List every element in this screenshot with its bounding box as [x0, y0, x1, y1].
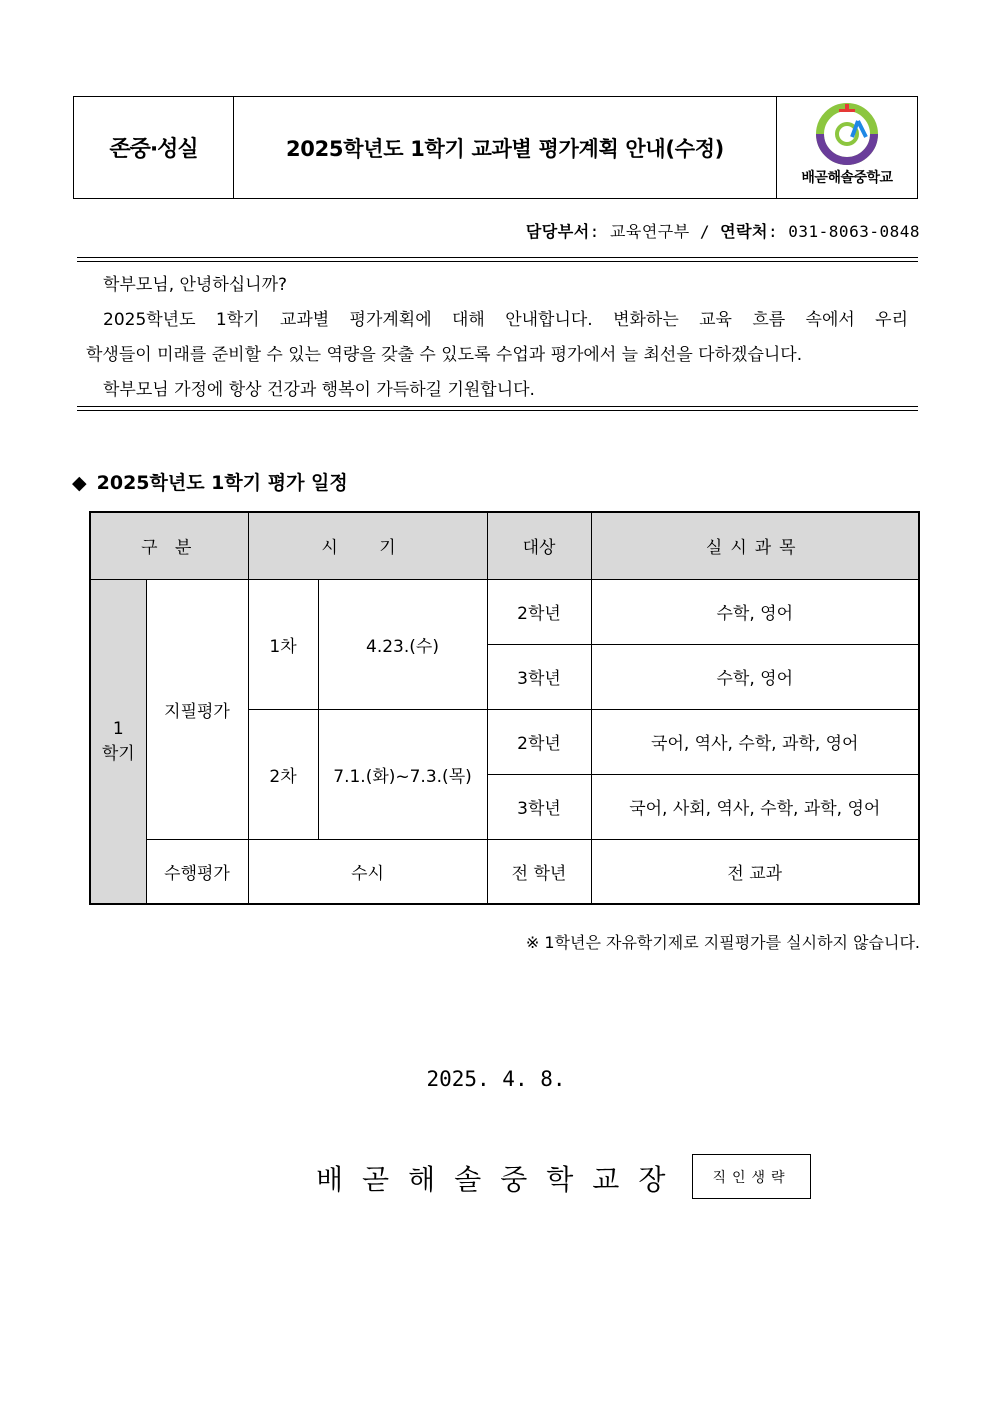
school-logo — [777, 97, 917, 198]
header-category: 구 분 — [90, 512, 248, 579]
performance-subjects: 전 교과 — [591, 839, 919, 904]
section-title-text: 2025학년도 1학기 평가 일정 — [96, 472, 348, 494]
document-header — [73, 96, 918, 199]
subjects-cell: 수학, 영어 — [591, 644, 919, 709]
greeting-line: 2025학년도 1학기 교과별 평가계획에 대해 안내합니다. 변화하는 교육 흐름 속에서 우리 — [103, 310, 908, 330]
performance-target: 전 학년 — [487, 839, 591, 904]
subjects-cell: 국어, 역사, 수학, 과학, 영어 — [591, 709, 919, 774]
performance-period: 수시 — [248, 839, 487, 904]
greeting-line: 학부모님 가정에 항상 건강과 행복이 가득하길 기원합니다. — [103, 380, 535, 400]
divider-top — [77, 257, 918, 262]
seal-omitted-box: 직인생략 — [692, 1154, 811, 1199]
header-target: 대상 — [487, 512, 591, 579]
phone-label: 연락처 — [720, 222, 768, 241]
phone-value: : 031-8063-0848 — [768, 222, 920, 241]
round-2-cell: 2차 — [248, 709, 318, 839]
principal-signature: 배곧해솔중학교장 — [316, 1163, 685, 1196]
divider-bottom — [77, 406, 918, 411]
performance-label: 수행평가 — [146, 839, 248, 904]
school-motto: 존중·성실 — [74, 97, 234, 198]
subjects-cell: 국어, 사회, 역사, 수학, 과학, 영어 — [591, 774, 919, 839]
round-1-date: 4.23.(수) — [318, 579, 487, 709]
greeting-text — [86, 268, 908, 408]
document-date: 2025. 4. 8. — [426, 1067, 566, 1091]
table-header-row — [90, 512, 919, 579]
document-title: 2025학년도 1학기 교과별 평가계획 안내(수정) — [234, 97, 777, 198]
table-row — [90, 579, 919, 644]
footnote: ※ 1학년은 자유학기제로 지필평가를 실시하지 않습니다. — [525, 933, 920, 952]
greeting-line: 학생들이 미래를 준비할 수 있는 역량을 갖출 수 있도록 수업과 평가에서 늘 최선을 다하겠습니다. — [86, 345, 803, 365]
diamond-bullet-icon: ◆ — [72, 472, 87, 494]
subjects-cell: 수학, 영어 — [591, 579, 919, 644]
evaluation-schedule-table — [89, 511, 920, 905]
contact-info — [526, 219, 920, 242]
section-title — [72, 468, 348, 495]
header-subjects: 실시과목 — [591, 512, 919, 579]
dept-label: 담당부서 — [525, 222, 590, 241]
semester-cell: 1 학기 — [90, 579, 146, 904]
table-row — [90, 839, 919, 904]
written-exam-cell: 지필평가 — [146, 579, 248, 839]
school-name: 배곧해솔중학교 — [801, 170, 893, 186]
grade-cell: 3학년 — [487, 644, 591, 709]
grade-cell: 2학년 — [487, 709, 591, 774]
greeting-line: 학부모님, 안녕하십니까? — [103, 275, 288, 295]
dept-value: : 교육연구부 / — [589, 222, 721, 241]
grade-cell: 3학년 — [487, 774, 591, 839]
header-period: 시 기 — [248, 512, 487, 579]
school-logo-icon — [812, 103, 882, 165]
round-1-cell: 1차 — [248, 579, 318, 709]
grade-cell: 2학년 — [487, 579, 591, 644]
round-2-date: 7.1.(화)~7.3.(목) — [318, 709, 487, 839]
